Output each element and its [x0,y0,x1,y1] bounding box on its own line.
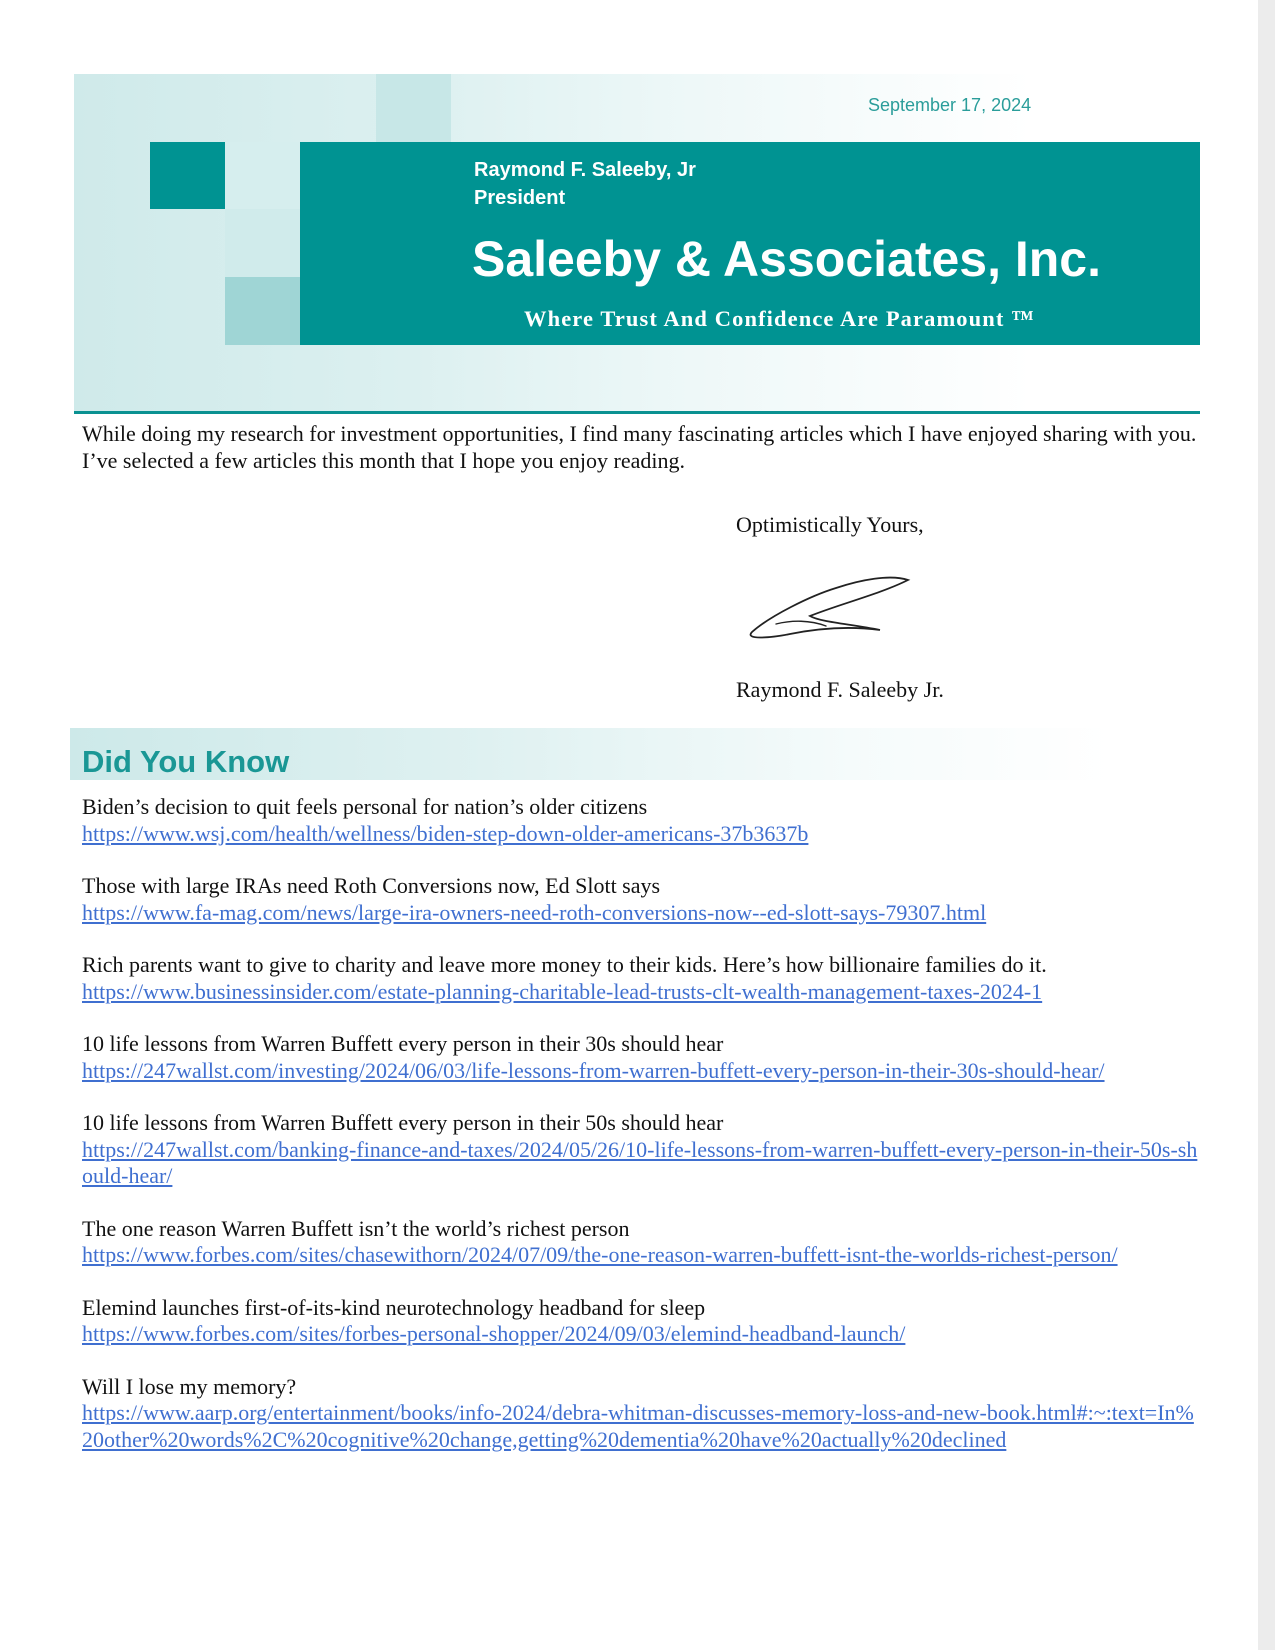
article-title: Rich parents want to give to charity and leave more money to their kids. Here’s how billionaire families do it. [82,952,1047,977]
article-link[interactable]: https://www.forbes.com/sites/forbes-personal-shopper/2024/09/03/elemind-headband-launch/ [82,1321,906,1346]
article-link[interactable]: https://247wallst.com/investing/2024/06/03/life-lessons-from-warren-buffett-every-person-in-their-30s-should-hear/ [82,1057,1105,1083]
article-link[interactable]: https://www.aarp.org/entertainment/books/info-2024/debra-whitman-discusses-memory-loss-and-new-book.html#:~:text=In%20other%20words%2C%20cognitive%20change,getting%20dementia%20have%20actually%20declined [82,1400,1194,1452]
author-name: Raymond F. Saleeby, Jr [474,159,696,181]
intro-paragraph: While doing my research for investment opportunities, I find many fascinating articles which I have enjoyed sharing with you. I’ve selected a few articles this month that I hope you enjoy reading. [82,421,1197,473]
company-tagline: Where Trust And Confidence Are Paramount ™ [524,306,1035,331]
letter-date: September 17, 2024 [868,95,1032,115]
decorative-square [225,277,300,345]
section-title: Did You Know [82,744,290,779]
article-title: The one reason Warren Buffett isn’t the world’s richest person [82,1215,630,1241]
decorative-square [225,209,300,277]
author-role: President [474,187,566,209]
decorative-square [150,142,225,209]
article-item [82,1110,1202,1190]
article-title: 10 life lessons from Warren Buffett every person in their 30s should hear [82,1031,724,1056]
article-title: Biden’s decision to quit feels personal for nation’s older citizens [82,794,648,819]
article-link[interactable]: https://www.fa-mag.com/news/large-ira-owners-need-roth-conversions-now--ed-slott-says-79307.html [82,899,987,925]
closing-salutation: Optimistically Yours, [736,512,924,537]
article-list [82,794,1202,1479]
article-item [82,1295,1202,1348]
article-link[interactable]: https://www.forbes.com/sites/chasewithorn/2024/07/09/the-one-reason-warren-buffett-isnt-the-worlds-richest-person/ [82,1242,1118,1267]
article-title: 10 life lessons from Warren Buffett every person in their 50s should hear [82,1110,724,1135]
article-item [82,794,1202,847]
signature-image [740,566,920,646]
article-item [82,873,1202,926]
article-link[interactable]: https://247wallst.com/banking-finance-and-taxes/2024/05/26/10-life-lessons-from-warren-buffett-every-person-in-their-50s-should-hear/ [82,1136,1198,1188]
header-divider [74,411,1200,414]
article-title: Will I lose my memory? [82,1373,297,1399]
article-item [82,1216,1202,1269]
article-link[interactable]: https://www.wsj.com/health/wellness/biden-step-down-older-americans-37b3637b [82,820,809,846]
page-edge [1258,0,1275,1650]
decorative-square [376,74,451,142]
company-name: Saleeby & Associates, Inc. [472,231,1102,287]
article-title: Those with large IRAs need Roth Conversions now, Ed Slott says [82,873,661,898]
signer-name: Raymond F. Saleeby Jr. [736,677,944,702]
article-item [82,1374,1202,1454]
article-item [82,1031,1202,1084]
article-item [82,952,1202,1005]
author-block [474,156,696,212]
article-link[interactable]: https://www.businessinsider.com/estate-planning-charitable-lead-trusts-clt-wealth-management-taxes-2024-1 [82,978,1043,1004]
decorative-square [225,142,300,209]
article-title: Elemind launches first-of-its-kind neurotechnology headband for sleep [82,1294,706,1320]
